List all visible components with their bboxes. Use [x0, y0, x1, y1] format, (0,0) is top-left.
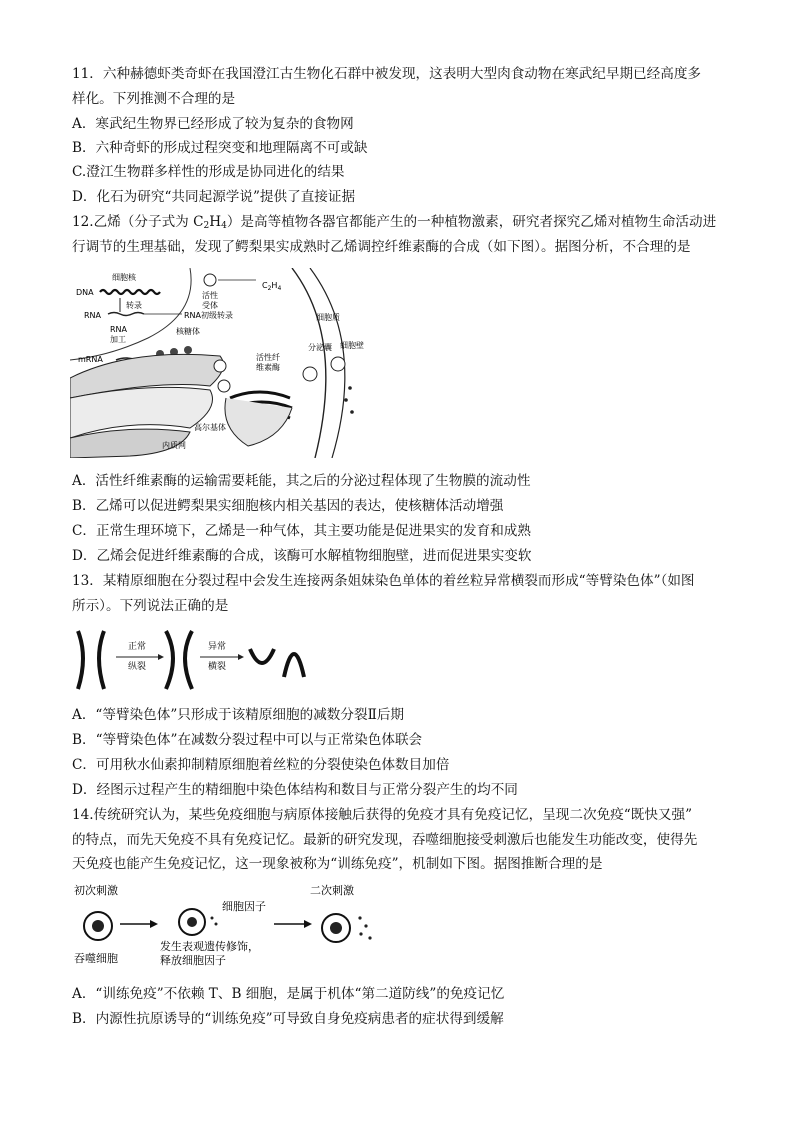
q11-option-d[interactable]: D．化石为研究“共同起源学说”提供了直接证据 [72, 189, 356, 205]
q14-option-b[interactable]: B．内源性抗原诱导的“训练免疫”可导致自身免疫病患者的症状得到缓解 [72, 1011, 504, 1027]
arrowhead-icon [304, 920, 312, 928]
cytokine-dot [215, 923, 218, 926]
label-cellulase-1: 活性纤 [256, 353, 280, 362]
q11-option-a[interactable]: A．寒武纪生物界已经形成了较为复杂的食物网 [72, 116, 354, 132]
label-normal-2: 纵裂 [128, 662, 147, 672]
q12-stem-sub1: 2 [203, 221, 210, 231]
secretory-vesicle [303, 367, 317, 381]
label-vesicle: 分泌囊 [308, 343, 332, 352]
phagocyte-nucleus-2 [187, 917, 197, 927]
q13-stem-line2: 所示）。下列说法正确的是 [72, 598, 229, 614]
label-transcription: 转录 [126, 301, 142, 310]
chromosome-x-right [185, 631, 192, 689]
label-epigenetic-1: 发生表观遗传修饰， [160, 940, 259, 953]
q14-stem-line1: 14.传统研究认为，某些免疫细胞与病原体接触后获得的免疫才具有免疫记忆，呈现二次免疫“既快又强” [72, 807, 693, 823]
secreted-enzyme-dot [348, 386, 352, 390]
q13-option-c[interactable]: C．可用秋水仙素抑制精原细胞着丝粒的分裂使染色体数目加倍 [72, 757, 450, 773]
label-abnormal-2: 横裂 [208, 662, 227, 672]
label-abnormal-1: 异常 [208, 642, 227, 652]
golgi-cisterna [230, 392, 290, 398]
label-rna-processing-1: RNA [110, 325, 128, 334]
label-mrna: mRNA [78, 355, 103, 364]
label-cell-wall: 细胞壁 [340, 341, 364, 350]
q12-stem-line1 [72, 211, 732, 233]
cytokine-dot [359, 932, 362, 935]
label-second-stimulus: 二次刺激 [310, 884, 354, 897]
trained-immunity-diagram [70, 882, 390, 972]
label-normal-1: 正常 [128, 642, 147, 652]
label-phagocyte: 吞噬细胞 [74, 952, 118, 965]
isochromosome-lower [250, 649, 274, 663]
secreted-enzyme-dot [344, 398, 348, 402]
label-ethylene: $C_2H_4$ [262, 281, 282, 292]
active-receptor [204, 274, 216, 286]
q12-stem-part-c: ）是高等植物各器官都能产生的一种植物激素，研究者探究乙烯对植物生命活动进 [226, 214, 717, 230]
cytokine-dot [211, 917, 214, 920]
cytokine-dot [368, 936, 371, 939]
label-golgi: 高尔基体 [194, 423, 226, 432]
q14-stem-line2: 的特点，而先天免疫不具有免疫记忆。最新的研究发现，吞噬细胞接受刺激后也能发生功能改变，使得先 [72, 832, 698, 848]
q13-option-d[interactable]: D．经图示过程产生的精细胞中染色体结构和数目与正常分裂产生的均不同 [72, 782, 518, 798]
label-nucleus: 细胞核 [112, 273, 136, 282]
q11-option-c[interactable]: C.澄江生物群多样性的形成是协同进化的结果 [72, 164, 345, 180]
arrowhead-icon [158, 654, 164, 660]
secretory-vesicle [331, 357, 345, 371]
label-cytoplasm: 细胞质 [316, 313, 340, 322]
label-er: 内质网 [162, 441, 186, 450]
q12-stem-sub2: 4 [221, 221, 227, 231]
q11-stem-line1: 11．六种赫德虾类奇虾在我国澄江古生物化石群中被发现，这表明大型肉食动物在寒武纪早期已经高度多 [72, 66, 702, 82]
q12-stem-part-b: H [209, 214, 222, 230]
phagocyte-nucleus-3 [330, 922, 342, 934]
q13-option-a[interactable]: A．“等臂染色体”只形成于该精原细胞的减数分裂Ⅱ后期 [72, 707, 405, 723]
ribosome-dot [184, 346, 192, 354]
sister-chromatid-left [78, 631, 83, 689]
label-ribosome: 核糖体 [176, 327, 200, 336]
label-primary-transcript: RNA初级转录 [184, 311, 234, 320]
q12-option-b[interactable]: B．乙烯可以促进鳄梨果实细胞核内相关基因的表达，使核糖体活动增强 [72, 498, 504, 514]
cytokine-dot [358, 916, 361, 919]
q11-option-b[interactable]: B．六种奇虾的形成过程突变和地理隔离不可或缺 [72, 140, 368, 156]
q14-option-a[interactable]: A．“训练免疫”不依赖 T、B 细胞，是属于机体“第二道防线”的免疫记忆 [72, 986, 505, 1002]
q12-stem-part-a: 12.乙烯（分子式为 C [72, 214, 204, 230]
label-receptor-2: 受体 [202, 301, 218, 310]
arrowhead-icon [150, 920, 158, 928]
label-epigenetic-2: 释放细胞因子 [160, 954, 226, 967]
q14-stem-line3: 天免疫也能产生免疫记忆，这一现象被称为“训练免疫”，机制如下图。据图推断合理的是 [72, 856, 603, 872]
q13-stem-line1: 13．某精原细胞在分裂过程中会发生连接两条姐妹染色单体的着丝粒异常横裂而形成“等臂染色体”（如图 [72, 573, 695, 589]
cell-ethylene-diagram [70, 268, 380, 458]
label-rna-processing-2: 加工 [110, 335, 126, 344]
label-dna: DNA [76, 288, 94, 297]
dna-strand [100, 290, 160, 294]
label-receptor-1: 活性 [202, 291, 218, 300]
label-first-stimulus: 初次刺激 [74, 884, 118, 897]
arrowhead-icon [238, 654, 244, 660]
q12-option-d[interactable]: D．乙烯会促进纤维素酶的合成，该酶可水解植物细胞壁，进而促进果实变软 [72, 548, 532, 564]
label-cellulase-2: 维素酶 [256, 363, 280, 372]
sister-chromatid-right [99, 631, 104, 689]
label-rna: RNA [84, 311, 102, 320]
cell-membrane-line [292, 268, 326, 458]
q11-stem-line2: 样化。下列推测不合理的是 [72, 91, 236, 107]
q13-option-b[interactable]: B．“等臂染色体”在减数分裂过程中可以与正常染色体联会 [72, 732, 423, 748]
q12-option-a[interactable]: A．活性纤维素酶的运输需要耗能，其之后的分泌过程体现了生物膜的流动性 [72, 473, 531, 489]
isochromosome-diagram [70, 625, 320, 695]
isochromosome-upper [284, 654, 304, 677]
chromosome-x-left [166, 631, 173, 689]
secreted-enzyme-dot [350, 410, 354, 414]
q12-stem-line2: 行调节的生理基础，发现了鳄梨果实成熟时乙烯调控纤维素酶的合成（如下图）。据图分析，不合理的是 [72, 239, 691, 255]
q12-option-c[interactable]: C．正常生理环境下，乙烯是一种气体，其主要功能是促进果实的发育和成熟 [72, 523, 531, 539]
label-cytokine: 细胞因子 [222, 900, 266, 913]
cytokine-dot [364, 924, 367, 927]
transport-vesicle [218, 380, 230, 392]
transport-vesicle [214, 360, 226, 372]
phagocyte-nucleus-1 [92, 920, 104, 932]
rna-strand [108, 313, 144, 316]
